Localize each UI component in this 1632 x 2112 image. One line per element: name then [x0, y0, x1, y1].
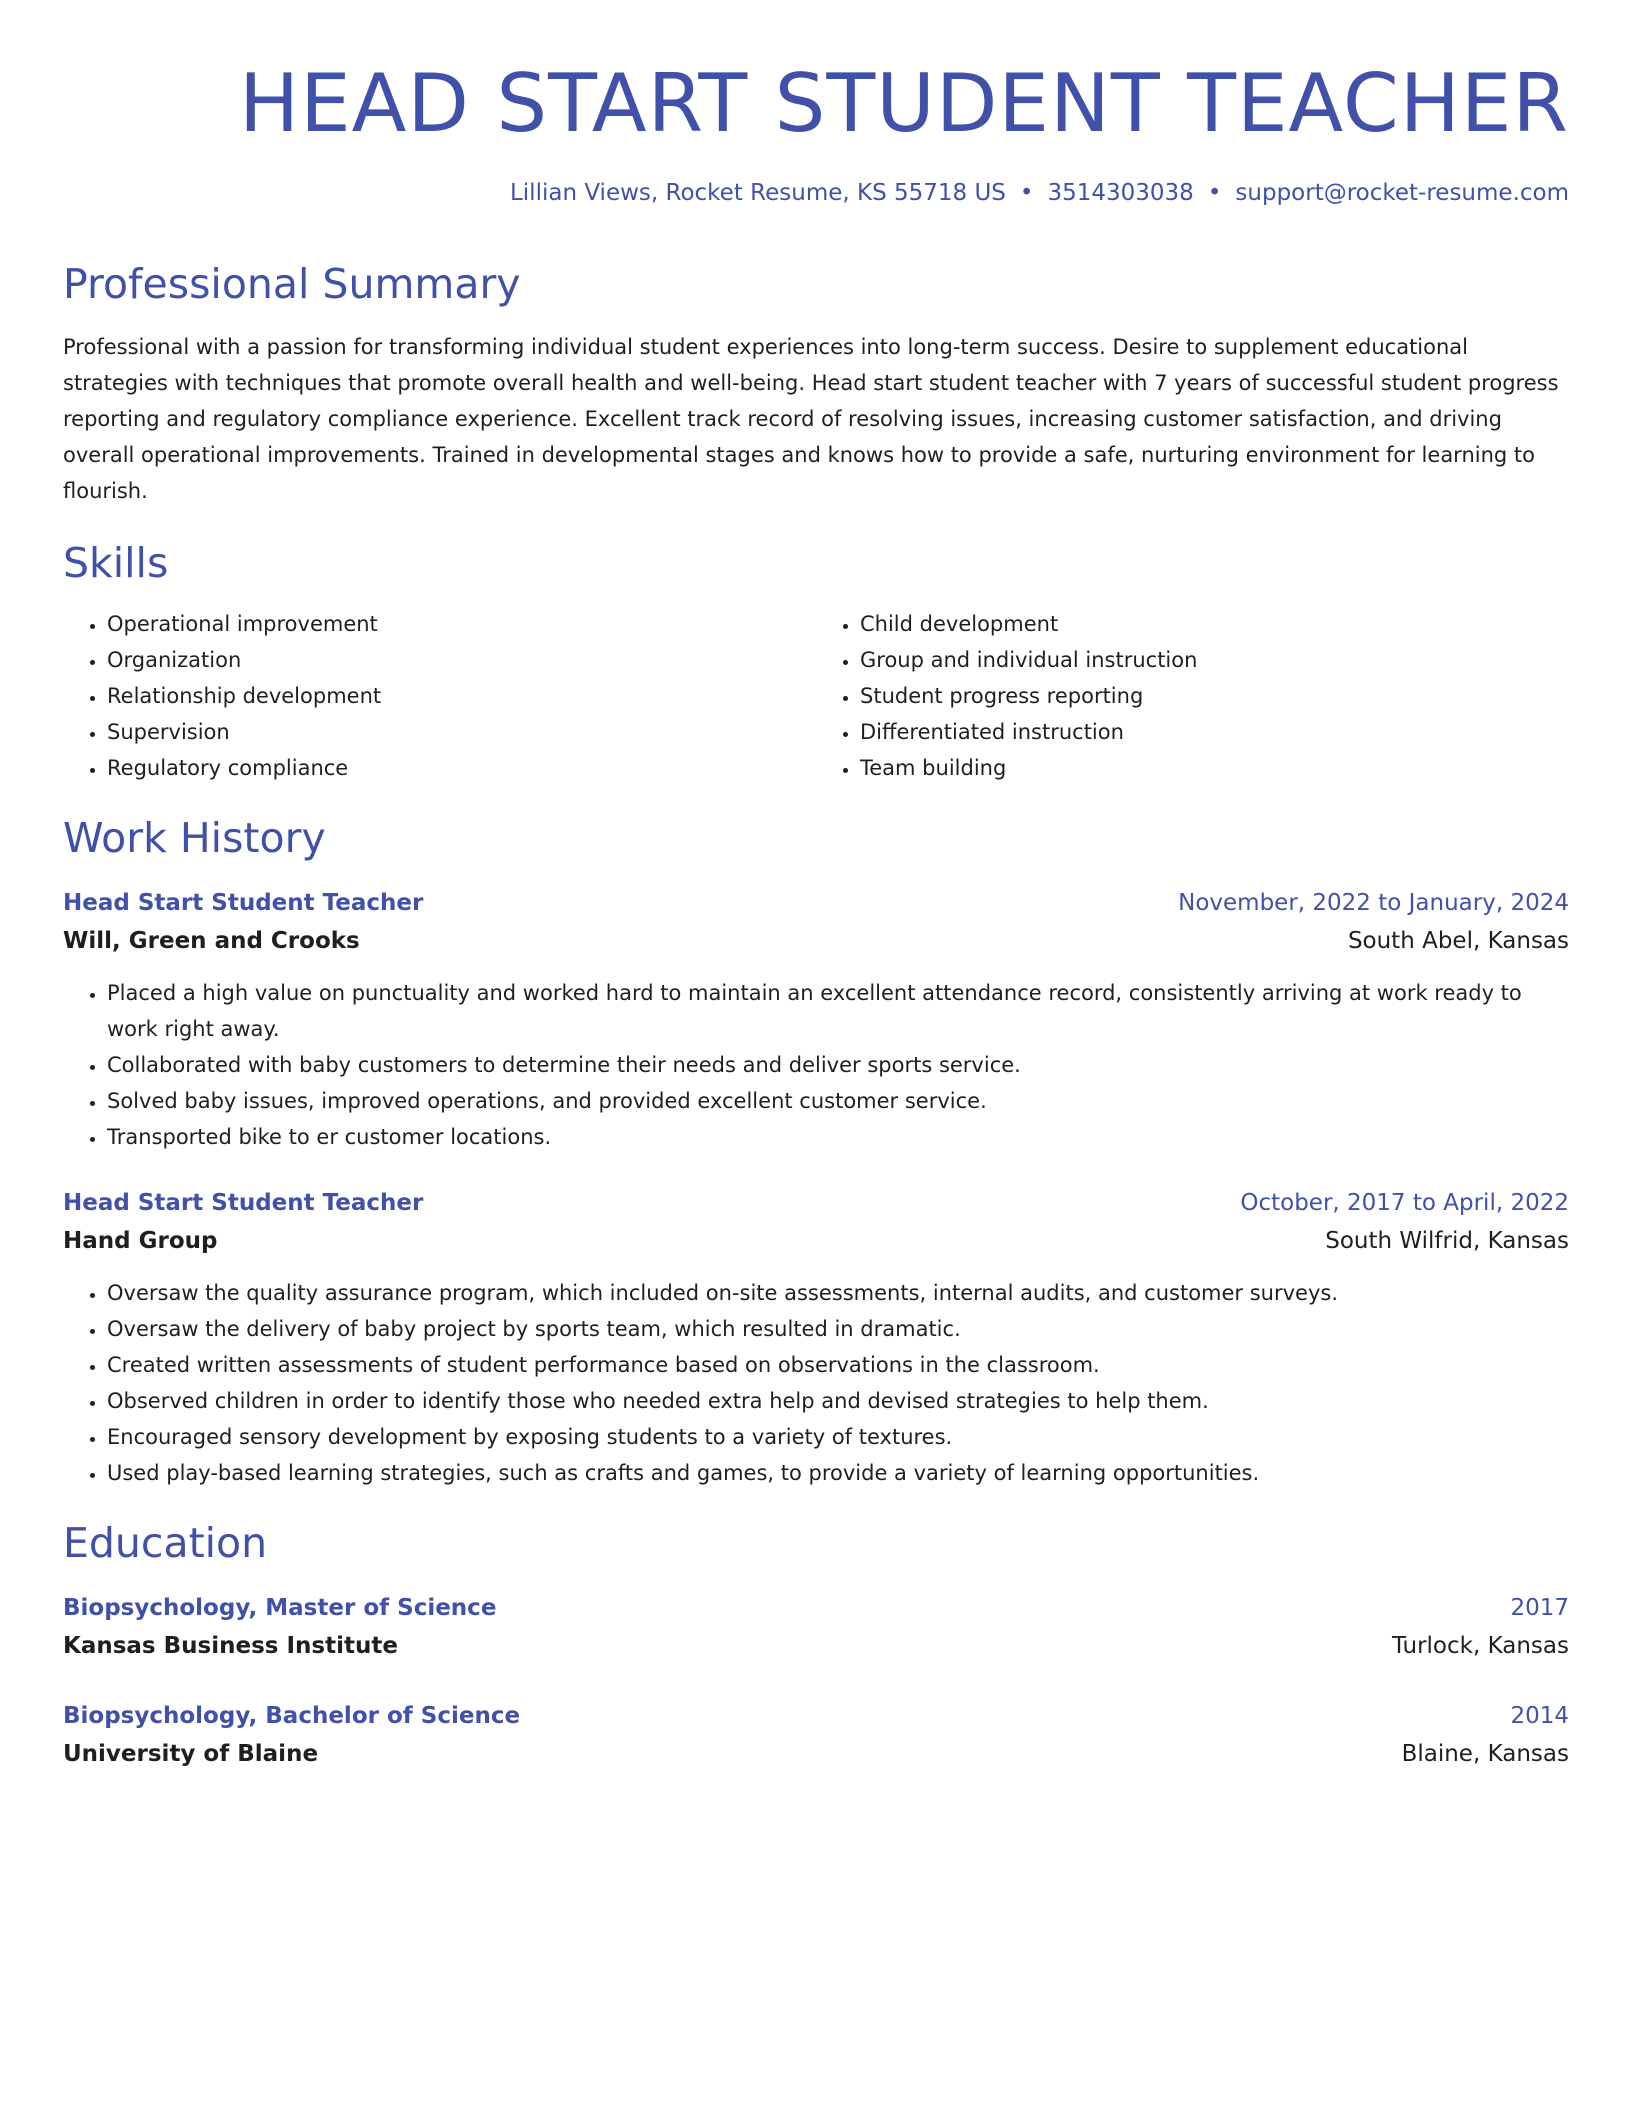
job-header-row: [63, 1185, 1569, 1221]
job-bullet: • Solved baby issues, improved operations, and provided excellent customer service.: [107, 1083, 1569, 1119]
skills-list: [63, 606, 1569, 786]
education-header-row: [63, 1698, 1569, 1734]
education-school: University of Blaine: [63, 1741, 319, 1768]
job-bullet: • Transported bike to er customer locations.: [107, 1119, 1569, 1155]
separator-dot: •: [1207, 180, 1222, 206]
summary-text: Professional with a passion for transforming individual student experiences into long-term success. Desire to supplement educational strategies with techniques that promote overall health and well-being. Head start student teacher with 7 years of successful student progress reporting and regulatory compliance experience. Excellent track record of resolving issues, increasing customer satisfaction, and driving overall operational improvements. Trained in developmental stages and knows how to provide a safe, nurturing environment for learning to flourish.: [63, 334, 1559, 503]
separator-dot: •: [1019, 180, 1034, 206]
education-degree: Biopsychology, Bachelor of Science: [63, 1703, 521, 1730]
skill-item: • Supervision: [107, 714, 816, 750]
education-school: Kansas Business Institute: [63, 1633, 398, 1660]
job-bullet: • Used play-based learning strategies, such as crafts and games, to provide a variety of learning opportunities.: [107, 1455, 1569, 1491]
job-dates: November, 2022 to January, 2024: [1178, 890, 1569, 917]
job-bullets: [63, 1275, 1569, 1491]
education-location: Blaine, Kansas: [1401, 1741, 1569, 1768]
section-heading-education: Education: [63, 1519, 268, 1568]
skills-column-left: [63, 606, 816, 786]
education-year: 2017: [1510, 1595, 1569, 1622]
job-role: Head Start Student Teacher: [63, 1190, 424, 1217]
education-school-row: [63, 1734, 1569, 1774]
job-bullet: • Observed children in order to identify those who needed extra help and devised strategies to help them.: [107, 1383, 1569, 1419]
skill-item: • Organization: [107, 642, 816, 678]
education-school-row: [63, 1626, 1569, 1666]
education-degree: Biopsychology, Master of Science: [63, 1595, 497, 1622]
education-entry: [63, 1590, 1569, 1666]
skill-item: • Group and individual instruction: [860, 642, 1569, 678]
job-bullets: [63, 975, 1569, 1155]
job-dates: October, 2017 to April, 2022: [1240, 1190, 1569, 1217]
section-heading-work-history: Work History: [63, 813, 326, 862]
job-entry: [63, 1185, 1569, 1491]
job-bullet: • Oversaw the delivery of baby project by sports team, which resulted in dramatic.: [107, 1311, 1569, 1347]
job-company-row: [63, 1221, 1569, 1261]
job-company: Hand Group: [63, 1228, 218, 1255]
skill-item: • Differentiated instruction: [860, 714, 1569, 750]
contact-address: Lillian Views, Rocket Resume, KS 55718 US: [509, 180, 1006, 206]
skill-item: • Team building: [860, 750, 1569, 786]
job-location: South Wilfrid, Kansas: [1325, 1228, 1569, 1255]
job-company: Will, Green and Crooks: [63, 928, 360, 955]
job-bullet: • Collaborated with baby customers to determine their needs and deliver sports service.: [107, 1047, 1569, 1083]
skill-item: • Child development: [860, 606, 1569, 642]
job-bullet: • Placed a high value on punctuality and worked hard to maintain an excellent attendance record, consistently arriving at work ready to work right away.: [107, 975, 1569, 1047]
job-bullet: • Created written assessments of student performance based on observations in the classroom.: [107, 1347, 1569, 1383]
contact-email[interactable]: support@rocket-resume.com: [1235, 180, 1569, 206]
contact-line: [63, 180, 1569, 208]
job-role: Head Start Student Teacher: [63, 890, 424, 917]
skill-item: • Regulatory compliance: [107, 750, 816, 786]
education-location: Turlock, Kansas: [1391, 1633, 1569, 1660]
job-header-row: [63, 885, 1569, 921]
job-location: South Abel, Kansas: [1347, 928, 1569, 955]
education-entry: [63, 1698, 1569, 1774]
job-entry: [63, 885, 1569, 1155]
job-bullet: • Encouraged sensory development by exposing students to a variety of textures.: [107, 1419, 1569, 1455]
education-header-row: [63, 1590, 1569, 1626]
resume-title: HEAD START STUDENT TEACHER: [238, 57, 1569, 150]
section-heading-summary: Professional Summary: [63, 259, 521, 308]
skills-column-right: [816, 606, 1569, 786]
job-bullet: • Oversaw the quality assurance program, which included on-site assessments, internal audits, and customer surveys.: [107, 1275, 1569, 1311]
section-heading-skills: Skills: [63, 538, 169, 587]
education-year: 2014: [1510, 1703, 1569, 1730]
skill-item: • Relationship development: [107, 678, 816, 714]
job-company-row: [63, 921, 1569, 961]
contact-phone: 3514303038: [1047, 180, 1194, 206]
skill-item: • Operational improvement: [107, 606, 816, 642]
skill-item: • Student progress reporting: [860, 678, 1569, 714]
